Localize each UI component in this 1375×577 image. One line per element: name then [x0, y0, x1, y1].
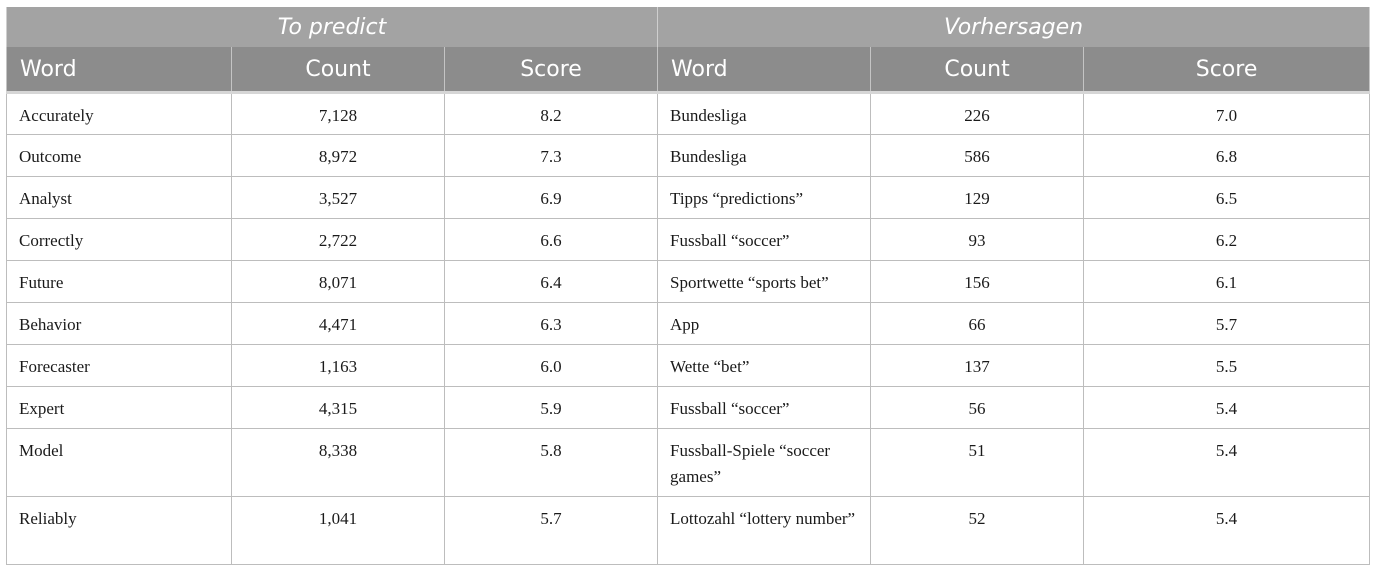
cell-word-de: App — [658, 303, 871, 345]
cell-count-en: 4,471 — [232, 303, 445, 345]
table-row — [7, 135, 1370, 177]
cell-word-de: Bundesliga — [658, 135, 871, 177]
table-row — [7, 345, 1370, 387]
column-header-word-en: Word — [7, 47, 232, 93]
cell-word-en: Reliably — [7, 497, 232, 565]
cell-count-de: 52 — [871, 497, 1084, 565]
cell-word-de: Bundesliga — [658, 93, 871, 135]
cell-word-de: Tipps “predictions” — [658, 177, 871, 219]
column-header-row — [7, 47, 1370, 93]
cell-word-de: Fussball-Spiele “soccer games” — [658, 429, 871, 497]
cell-word-de: Sportwette “sports bet” — [658, 261, 871, 303]
cell-count-en: 4,315 — [232, 387, 445, 429]
column-header-score-en: Score — [445, 47, 658, 93]
cell-word-de: Fussball “soccer” — [658, 387, 871, 429]
table-row — [7, 93, 1370, 135]
column-header-count-en: Count — [232, 47, 445, 93]
cell-count-de: 93 — [871, 219, 1084, 261]
cell-score-en: 7.3 — [445, 135, 658, 177]
cell-word-de: Lottozahl “lottery number” — [658, 497, 871, 565]
table-row — [7, 387, 1370, 429]
cell-count-de: 129 — [871, 177, 1084, 219]
cell-score-en: 8.2 — [445, 93, 658, 135]
cell-word-en: Model — [7, 429, 232, 497]
table-row — [7, 177, 1370, 219]
table-row — [7, 219, 1370, 261]
table-row — [7, 303, 1370, 345]
cell-score-en: 5.8 — [445, 429, 658, 497]
cell-count-de: 51 — [871, 429, 1084, 497]
cell-word-en: Forecaster — [7, 345, 232, 387]
column-header-word-de: Word — [658, 47, 871, 93]
cell-score-en: 6.4 — [445, 261, 658, 303]
cell-score-de: 6.2 — [1084, 219, 1370, 261]
cell-word-en: Analyst — [7, 177, 232, 219]
cell-score-de: 7.0 — [1084, 93, 1370, 135]
cell-count-en: 2,722 — [232, 219, 445, 261]
cell-count-en: 1,041 — [232, 497, 445, 565]
cell-word-de: Wette “bet” — [658, 345, 871, 387]
cell-score-en: 6.0 — [445, 345, 658, 387]
cell-word-en: Accurately — [7, 93, 232, 135]
word-table-container — [6, 7, 1369, 565]
cell-count-en: 8,972 — [232, 135, 445, 177]
cell-count-de: 226 — [871, 93, 1084, 135]
cell-count-en: 8,071 — [232, 261, 445, 303]
cell-word-en: Outcome — [7, 135, 232, 177]
column-header-count-de: Count — [871, 47, 1084, 93]
cell-score-en: 5.7 — [445, 497, 658, 565]
cell-count-en: 1,163 — [232, 345, 445, 387]
cell-score-de: 5.5 — [1084, 345, 1370, 387]
cell-score-en: 6.6 — [445, 219, 658, 261]
cell-word-en: Expert — [7, 387, 232, 429]
cell-count-de: 156 — [871, 261, 1084, 303]
cell-word-en: Correctly — [7, 219, 232, 261]
table-row — [7, 429, 1370, 497]
word-table — [6, 7, 1370, 565]
group-header-vorhersagen: Vorhersagen — [658, 7, 1370, 47]
cell-score-de: 6.1 — [1084, 261, 1370, 303]
cell-score-de: 6.5 — [1084, 177, 1370, 219]
cell-word-de: Fussball “soccer” — [658, 219, 871, 261]
cell-score-de: 5.4 — [1084, 497, 1370, 565]
cell-count-de: 66 — [871, 303, 1084, 345]
column-header-score-de: Score — [1084, 47, 1370, 93]
cell-score-de: 5.7 — [1084, 303, 1370, 345]
cell-score-de: 6.8 — [1084, 135, 1370, 177]
cell-word-en: Behavior — [7, 303, 232, 345]
cell-count-en: 3,527 — [232, 177, 445, 219]
table-row — [7, 497, 1370, 565]
group-header-to-predict: To predict — [7, 7, 658, 47]
cell-count-en: 8,338 — [232, 429, 445, 497]
cell-count-de: 586 — [871, 135, 1084, 177]
cell-score-en: 6.3 — [445, 303, 658, 345]
cell-score-en: 6.9 — [445, 177, 658, 219]
table-row — [7, 261, 1370, 303]
cell-count-de: 137 — [871, 345, 1084, 387]
cell-score-de: 5.4 — [1084, 387, 1370, 429]
cell-score-de: 5.4 — [1084, 429, 1370, 497]
cell-score-en: 5.9 — [445, 387, 658, 429]
cell-count-en: 7,128 — [232, 93, 445, 135]
cell-count-de: 56 — [871, 387, 1084, 429]
cell-word-en: Future — [7, 261, 232, 303]
group-header-row — [7, 7, 1370, 47]
